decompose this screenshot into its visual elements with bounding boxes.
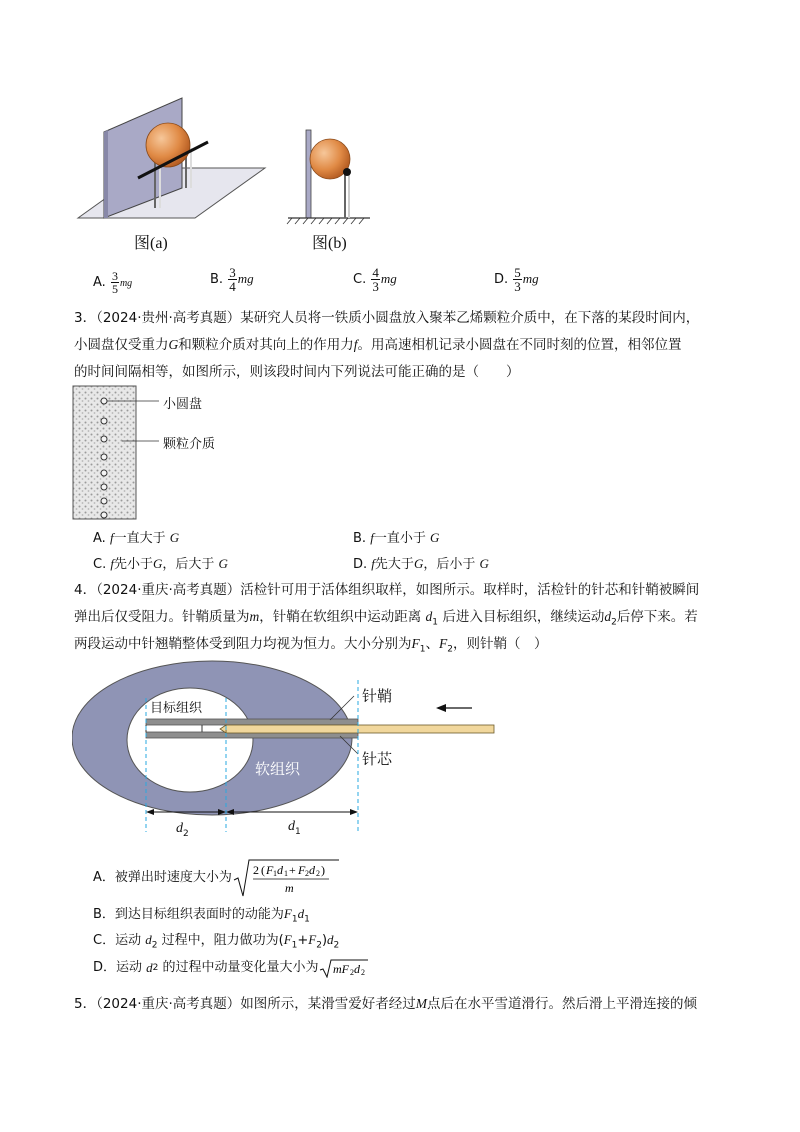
svg-text:1: 1 xyxy=(272,869,277,878)
q4-option-d[interactable]: D．运动 d 2 的过程中动量变化量大小为 mF 2 d 2 xyxy=(93,958,369,978)
q4-option-b[interactable]: B．到达目标组织表面时的动能为$F_1d_1$ xyxy=(93,906,310,925)
svg-text:2: 2 xyxy=(360,968,365,977)
svg-text:F: F xyxy=(297,863,306,877)
label-target-tissue: 目标组织 xyxy=(150,701,203,716)
figure-ab xyxy=(60,90,400,260)
svg-text:): ) xyxy=(320,863,325,877)
label-needle-sheath: 针鞘 xyxy=(362,687,393,705)
q2-option-c[interactable]: C. $\frac{4}{3}$ mg xyxy=(353,265,397,294)
needle-core xyxy=(226,725,494,733)
fig-a-label: 图(a) xyxy=(134,235,168,252)
label-granular-medium: 颗粒介质 xyxy=(163,437,216,452)
label-soft-tissue: 软组织 xyxy=(255,760,301,778)
q3-line2: 小圆盘仅受重力G和颗粒介质对其向上的作用力f。用高速相机记录小圆盘在不同时刻的位置，相邻位置 xyxy=(74,337,682,353)
svg-text:1: 1 xyxy=(283,869,288,878)
svg-text:F: F xyxy=(265,863,274,877)
sqrt-formula xyxy=(233,858,341,898)
fig-b-wall xyxy=(306,130,311,218)
svg-text:2: 2 xyxy=(252,863,259,877)
svg-text:mF: mF xyxy=(332,962,349,976)
svg-text:+: + xyxy=(288,863,296,877)
label-d2: $d_2$ xyxy=(176,821,189,839)
direction-arrow xyxy=(436,704,446,712)
q2-option-d[interactable]: D. $\frac{5}{3}$ mg xyxy=(494,265,539,294)
q3-line3: 的时间间隔相等，如图所示，则该段时间内下列说法可能正确的是（ ） xyxy=(74,364,520,380)
fig-b-label: 图(b) xyxy=(312,235,347,252)
q3-option-a[interactable]: A. f一直大于 G xyxy=(93,530,180,546)
q5-line1: 5．（2024·重庆·高考真题）如图所示，某滑雪爱好者经过M点后在水平雪道滑行。然后滑上平滑连接的倾 xyxy=(74,996,698,1012)
q4-option-c[interactable]: C．运动 $d_2$ 过程中，阻力做功为$(F_1+F_2)d_2$ xyxy=(93,932,340,951)
svg-text:d: d xyxy=(308,863,315,877)
q3-option-b[interactable]: B. f一直小于 G xyxy=(353,530,440,546)
q3-line1: 3．（2024·贵州·高考真题）某研究人员将一铁质小圆盘放入聚苯乙烯颗粒介质中，在下落的某段时间内， xyxy=(74,310,700,326)
svg-text:2: 2 xyxy=(315,869,320,878)
q4-option-a[interactable]: A．被弹出时速度大小为 2 ( F 1 d 1 + F 2 d 2 ) m xyxy=(93,858,341,898)
label-d1: $d_1$ xyxy=(288,819,301,837)
sqrt-mF2d2 xyxy=(319,958,369,978)
svg-text:m: m xyxy=(284,881,294,895)
q4-line3: 两段运动中针翘鞘整体受到阻力均视为恒力。大小分别为$F_1$、$F_2$，则针鞘（ ） xyxy=(74,636,548,655)
q2-option-a[interactable]: A. $\frac{3}{5}$ mg xyxy=(93,269,133,296)
q4-figure xyxy=(72,660,502,845)
q2-option-b[interactable]: B. $\frac{3}{4}$ mg xyxy=(210,265,254,294)
svg-text:d: d xyxy=(276,863,283,877)
fig-b-rod-end xyxy=(343,168,351,176)
q3-option-d[interactable]: D. f先大于G，后小于 G xyxy=(353,556,489,572)
fig-a-ball xyxy=(146,123,190,167)
svg-text:(: ( xyxy=(260,863,265,877)
svg-text:d: d xyxy=(353,962,360,976)
svg-text:2: 2 xyxy=(349,968,354,977)
svg-text:2: 2 xyxy=(304,869,309,878)
label-needle-core: 针芯 xyxy=(362,750,393,768)
q4-line1: 4．（2024·重庆·高考真题）活检针可用于活体组织取样，如图所示。取样时，活检针的针芯和针鞘被瞬间 xyxy=(74,582,700,598)
label-small-disk: 小圆盘 xyxy=(163,397,203,412)
q3-option-c[interactable]: C. f先小于G，后大于 G xyxy=(93,556,228,572)
q4-line2: 弹出后仅受阻力。针鞘质量为m，针鞘在软组织中运动距离 $d_1$ 后进入目标组织，继续运动$d_2$后停下来。若 xyxy=(74,609,698,628)
needle-sheath-top xyxy=(146,719,358,725)
